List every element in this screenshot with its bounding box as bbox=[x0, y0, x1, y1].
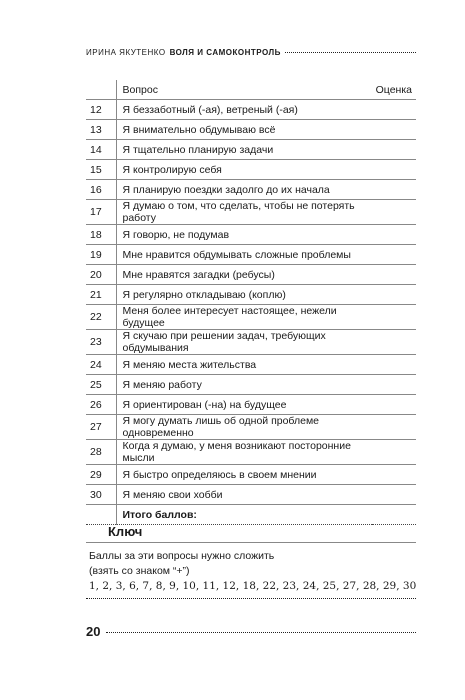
question-text: Я беззаботный (-ая), ветреный (-ая) bbox=[122, 103, 298, 116]
header-dotted-rule bbox=[285, 52, 416, 53]
table-row bbox=[86, 375, 416, 395]
key-divider bbox=[86, 542, 416, 543]
question-number: 30 bbox=[86, 485, 116, 505]
table-row bbox=[86, 265, 416, 285]
question-number: 24 bbox=[86, 355, 116, 375]
question-number: 20 bbox=[86, 265, 116, 285]
score-cell[interactable] bbox=[372, 465, 416, 485]
question-number: 19 bbox=[86, 245, 116, 265]
question-text: Я ориентирован (-на) на будущее bbox=[122, 398, 287, 411]
question-number: 22 bbox=[86, 305, 116, 330]
score-cell[interactable] bbox=[372, 120, 416, 140]
question-number: 21 bbox=[86, 285, 116, 305]
question-number: 17 bbox=[86, 200, 116, 225]
total-score-cell[interactable] bbox=[372, 505, 416, 525]
table-row bbox=[86, 465, 416, 485]
table-row bbox=[86, 140, 416, 160]
header-num-cell bbox=[86, 80, 116, 100]
score-cell[interactable] bbox=[372, 330, 416, 355]
question-text: Мне нравится обдумывать сложные проблемы bbox=[122, 248, 351, 261]
table-row bbox=[86, 305, 416, 330]
table-row bbox=[86, 355, 416, 375]
question-number: 29 bbox=[86, 465, 116, 485]
question-text: Я меняю работу bbox=[122, 378, 202, 391]
score-cell[interactable] bbox=[372, 305, 416, 330]
score-cell[interactable] bbox=[372, 100, 416, 120]
question-number: 18 bbox=[86, 225, 116, 245]
question-number: 26 bbox=[86, 395, 116, 415]
question-number: 27 bbox=[86, 415, 116, 440]
question-text: Я планирую поездки задолго до их начала bbox=[122, 183, 330, 196]
column-header-score: Оценка bbox=[375, 83, 412, 96]
question-number: 13 bbox=[86, 120, 116, 140]
score-cell[interactable] bbox=[372, 200, 416, 225]
table-header-row bbox=[86, 80, 416, 100]
footer-dotted-rule bbox=[106, 632, 416, 633]
key-instruction-sign: (взять со знаком “+”) bbox=[89, 565, 190, 577]
question-number: 12 bbox=[86, 100, 116, 120]
table-row bbox=[86, 100, 416, 120]
table-row bbox=[86, 330, 416, 355]
score-cell[interactable] bbox=[372, 415, 416, 440]
question-text: Я думаю о том, что сделать, чтобы не потерять работу bbox=[122, 200, 355, 224]
question-number: 25 bbox=[86, 375, 116, 395]
table-row bbox=[86, 245, 416, 265]
table-row bbox=[86, 160, 416, 180]
page-number: 20 bbox=[86, 624, 101, 639]
question-number: 28 bbox=[86, 440, 116, 465]
score-cell[interactable] bbox=[372, 375, 416, 395]
question-text: Я меняю места жительства bbox=[122, 358, 257, 371]
table-row bbox=[86, 440, 416, 465]
question-text: Я могу думать лишь об одной проблеме одновременно bbox=[122, 415, 320, 439]
question-text: Я внимательно обдумываю всё bbox=[122, 123, 276, 136]
header-author: ИРИНА ЯКУТЕНКО bbox=[86, 48, 166, 57]
table-row bbox=[86, 415, 416, 440]
question-number: 14 bbox=[86, 140, 116, 160]
score-cell[interactable] bbox=[372, 395, 416, 415]
question-number: 16 bbox=[86, 180, 116, 200]
question-text: Я контролирую себя bbox=[122, 163, 222, 176]
table-row bbox=[86, 200, 416, 225]
score-cell[interactable] bbox=[372, 440, 416, 465]
score-cell[interactable] bbox=[372, 355, 416, 375]
question-number: 23 bbox=[86, 330, 116, 355]
key-question-numbers: 1, 2, 3, 6, 7, 8, 9, 10, 11, 12, 18, 22, 23, 24, 25, 27, 28, 29, 30 bbox=[89, 580, 417, 592]
score-cell[interactable] bbox=[372, 140, 416, 160]
score-cell[interactable] bbox=[372, 485, 416, 505]
table-row bbox=[86, 395, 416, 415]
page-footer bbox=[86, 624, 416, 639]
total-row bbox=[86, 505, 416, 525]
question-number: 15 bbox=[86, 160, 116, 180]
questionnaire-table bbox=[86, 80, 416, 525]
header-book-title: ВОЛЯ И САМОКОНТРОЛЬ bbox=[169, 48, 281, 57]
score-cell[interactable] bbox=[372, 160, 416, 180]
score-cell[interactable] bbox=[372, 265, 416, 285]
question-text: Я скучаю при решении задач, требующих обдумывания bbox=[122, 330, 326, 354]
table-row bbox=[86, 225, 416, 245]
total-num-cell bbox=[86, 505, 116, 525]
key-instruction: Баллы за эти вопросы нужно сложить bbox=[89, 550, 275, 562]
score-cell[interactable] bbox=[372, 180, 416, 200]
question-text: Я говорю, не подумав bbox=[122, 228, 230, 241]
key-title: Ключ bbox=[108, 524, 143, 539]
question-text: Я меняю свои хобби bbox=[122, 488, 223, 501]
score-cell[interactable] bbox=[372, 285, 416, 305]
key-dotted-rule bbox=[86, 598, 416, 599]
total-label: Итого баллов: bbox=[122, 508, 197, 521]
question-text: Я быстро определяюсь в своем мнении bbox=[122, 468, 317, 481]
question-text: Я регулярно откладываю (коплю) bbox=[122, 288, 286, 301]
question-text: Когда я думаю, у меня возникают посторонние мысли bbox=[122, 440, 351, 464]
score-cell[interactable] bbox=[372, 245, 416, 265]
question-text: Я тщательно планирую задачи bbox=[122, 143, 274, 156]
table-row bbox=[86, 180, 416, 200]
running-header bbox=[86, 48, 416, 57]
table-row bbox=[86, 120, 416, 140]
score-cell[interactable] bbox=[372, 225, 416, 245]
table-row bbox=[86, 285, 416, 305]
question-text: Меня более интересует настоящее, нежели будущее bbox=[122, 305, 337, 329]
question-text: Мне нравятся загадки (ребусы) bbox=[122, 268, 275, 281]
column-header-question: Вопрос bbox=[122, 83, 158, 96]
table-row bbox=[86, 485, 416, 505]
